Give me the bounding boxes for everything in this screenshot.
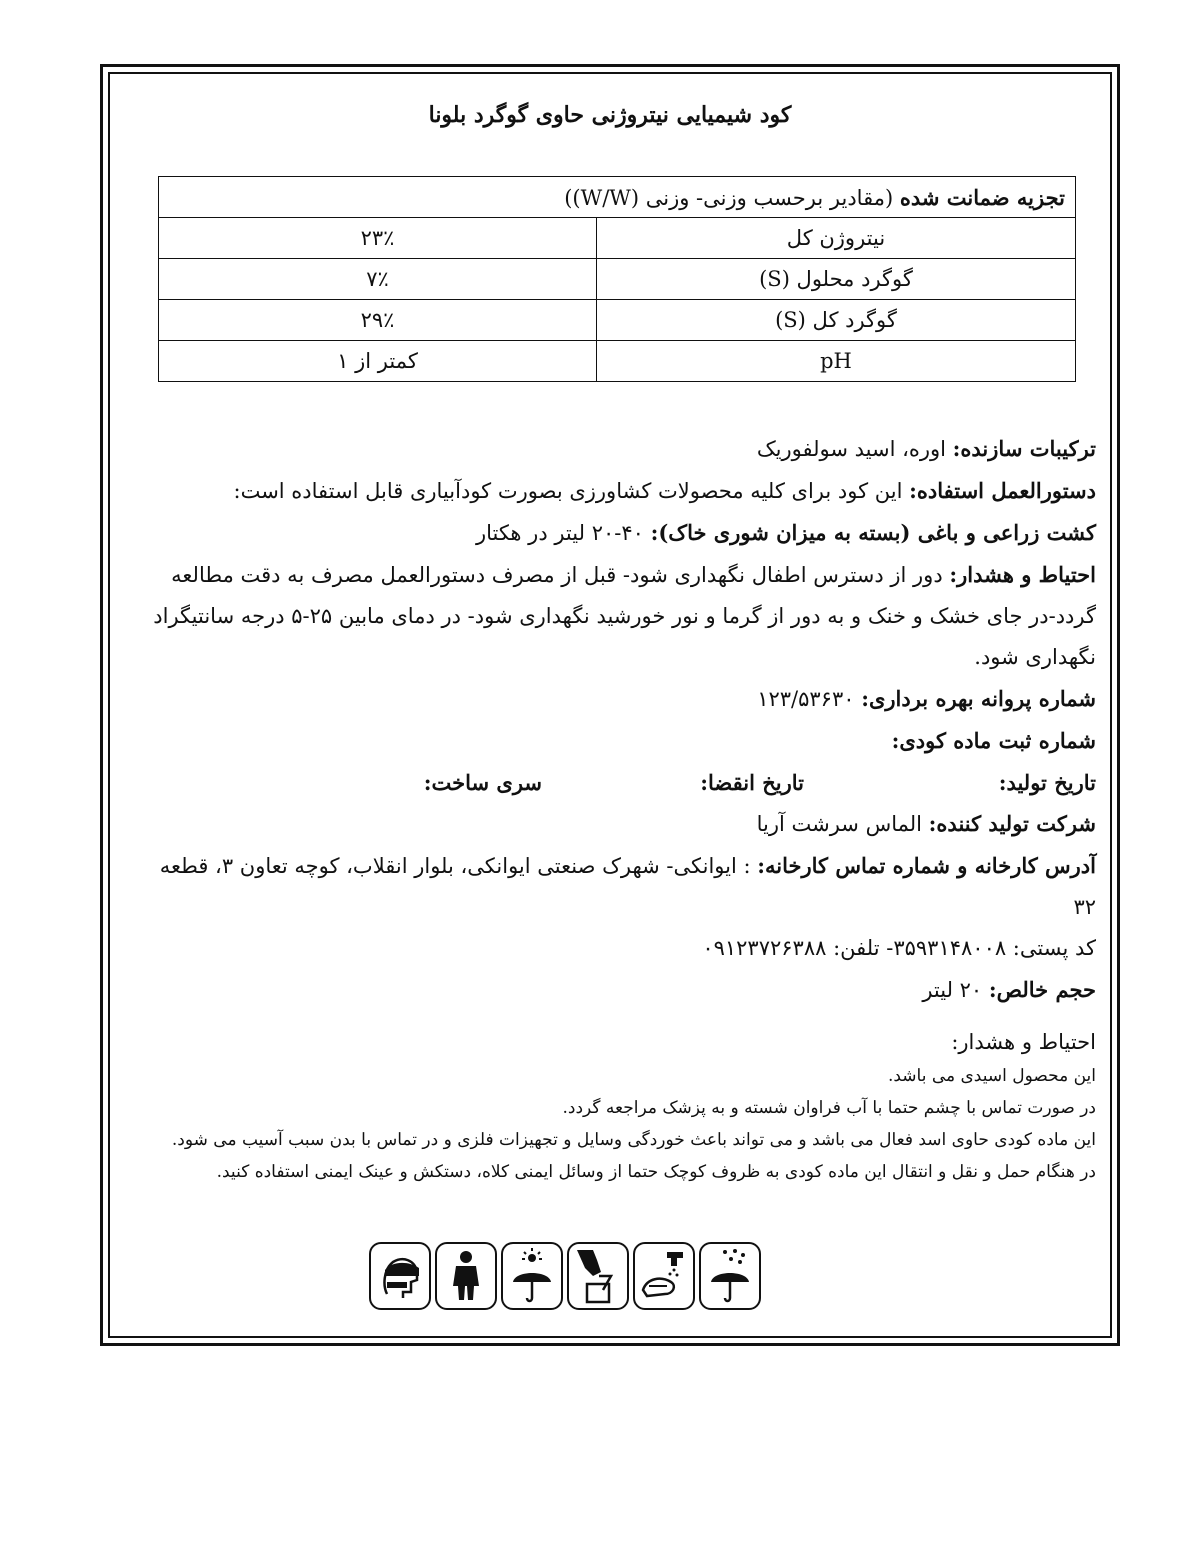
license-label: شماره پروانه بهره برداری: (861, 686, 1096, 711)
warnings-heading: احتیاط و هشدار: (951, 1030, 1096, 1054)
nutrient-value: کمتر از ۱ (159, 341, 597, 382)
document-title: کود شیمیایی نیتروژنی حاوی گوگرد بلونا (428, 102, 792, 128)
usage-line (132, 470, 1096, 512)
protective-clothing-icon (435, 1242, 497, 1310)
ingredients-label: ترکیبات سازنده: (952, 436, 1096, 461)
registration-line (132, 720, 1096, 762)
registration-label: شماره ثبت ماده کودی: (891, 728, 1096, 753)
usage-label: دستورالعمل استفاده: (909, 478, 1096, 503)
precaution-paragraph (132, 554, 1096, 678)
safety-pictograms (369, 1242, 761, 1310)
table-heading-bold: تجزیه ضمانت شده (899, 184, 1065, 210)
face-protection-icon (369, 1242, 431, 1310)
warnings-section (132, 1024, 1096, 1188)
inner-border (108, 72, 1112, 1338)
license-line (132, 678, 1096, 720)
license-number: ۱۲۳/۵۳۶۳۰ (757, 687, 862, 711)
table-header-row (159, 177, 1076, 218)
keep-from-children-icon (567, 1242, 629, 1310)
expiry-date-label: تاریخ انقضا: (700, 770, 804, 795)
ingredients-line (132, 428, 1096, 470)
nutrient-name: گوگرد محلول (S) (597, 259, 1076, 300)
nutrient-name: نیتروژن کل (597, 218, 1076, 259)
dates-row (132, 762, 1096, 803)
keep-away-sun-icon (501, 1242, 563, 1310)
company-line (132, 803, 1096, 845)
company-label: شرکت تولید کننده: (928, 811, 1096, 836)
table-heading (159, 177, 1076, 218)
ingredients-text: اوره، اسید سولفوریک (756, 437, 953, 461)
table-row (159, 259, 1076, 300)
warning-line: این محصول اسیدی می باشد. (887, 1066, 1096, 1086)
label-body (132, 428, 1096, 1011)
usage-text: این کود برای کلیه محصولات کشاورزی بصورت کودآبیاری قابل استفاده است: (233, 479, 910, 503)
batch-label: سری ساخت: (423, 770, 542, 795)
warning-line: در صورت تماس با چشم حتما با آب فراوان شسته و به پزشک مراجعه گردد. (562, 1098, 1096, 1118)
address-text: : ایوانکی- شهرک صنعتی ایوانکی، بلوار انقلاب، کوچه تعاون ۳، قطعه ۳۲ (159, 854, 1096, 919)
table-heading-note: (مقادیر برحسب وزنی- وزنی (W/W)) (564, 185, 900, 210)
production-date-label: تاریخ تولید: (998, 770, 1096, 795)
table-row (159, 300, 1076, 341)
volume-line (132, 969, 1096, 1011)
volume-text: ۲۰ لیتر (922, 978, 989, 1002)
guaranteed-analysis-table (158, 176, 1076, 382)
company-name: الماس سرشت آریا (756, 812, 929, 836)
wash-hands-icon (633, 1242, 695, 1310)
table-row (159, 218, 1076, 259)
nutrient-value: ۷٪ (159, 259, 597, 300)
address-line (132, 845, 1096, 928)
nutrient-value: ۲۹٪ (159, 300, 597, 341)
nutrient-name: pH (597, 341, 1076, 382)
postal-line: کد پستی: ۳۵۹۳۱۴۸۰۰۸- تلفن: ۰۹۱۲۳۷۲۶۳۸۸ (702, 936, 1096, 960)
volume-label: حجم خالص: (988, 977, 1096, 1002)
warning-line: این ماده کودی حاوی اسد فعال می باشد و می تواند باعث خوردگی وسایل و تجهیزات فلزی و در تماس با بدن سبب آسیب می شود. (171, 1130, 1096, 1150)
nutrient-value: ۲۳٪ (159, 218, 597, 259)
warning-line: در هنگام حمل و نقل و انتقال این ماده کودی به ظروف کوچک حتما از وسائل ایمنی کلاه، دستکش و عینک ایمنی استفاده کنید. (216, 1162, 1096, 1182)
table-row (159, 341, 1076, 382)
outer-border (100, 64, 1120, 1346)
address-label: آدرس کارخانه و شماره تماس کارخانه: (757, 853, 1096, 878)
keep-dry-rain-icon (699, 1242, 761, 1310)
farming-text: ۴۰-۲۰ لیتر در هکتار (475, 521, 651, 545)
farming-label: کشت زراعی و باغی (بسته به میزان شوری خاک): (650, 520, 1096, 545)
precaution-label: احتیاط و هشدار: (949, 562, 1096, 587)
nutrient-name: گوگرد کل (S) (597, 300, 1076, 341)
precaution-text: دور از دسترس اطفال نگهداری شود- قبل از مصرف دستورالعمل مصرف به دقت مطالعه گردد-در جای خشک و خنک و به دور از گرما و نور خورشید نگهداری شود- در دمای مابین ۲۵-۵ درجه سانتیگراد نگهداری شود. (153, 563, 1096, 669)
farming-line (132, 512, 1096, 554)
